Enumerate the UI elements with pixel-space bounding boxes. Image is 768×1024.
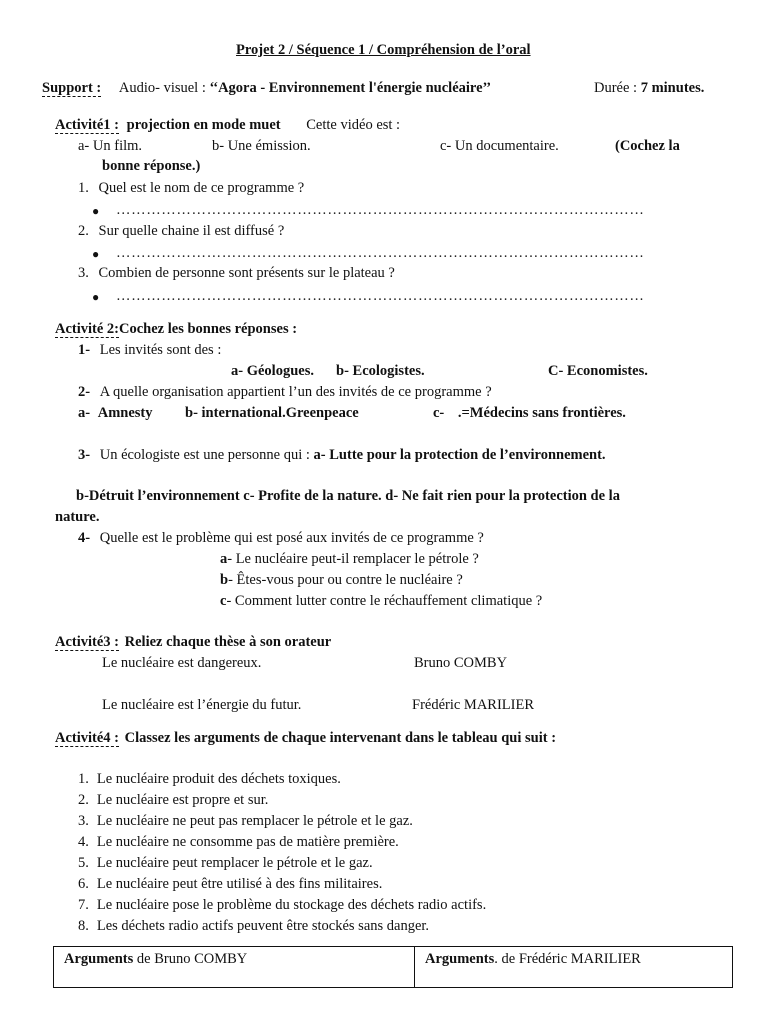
option-letter: c — [220, 593, 227, 609]
activite1-title: projection en mode muet — [126, 117, 281, 133]
question-text: Les invités sont des : — [99, 342, 222, 358]
question-text: Un écologiste est une personne qui : — [99, 447, 310, 463]
orateur-2[interactable]: Frédéric MARILIER — [412, 697, 535, 713]
question-number: 4- — [78, 530, 91, 546]
arguments-table — [53, 946, 733, 988]
activite2-label: Activité 2: — [55, 321, 120, 337]
activite4-label: Activité4 : — [55, 730, 120, 746]
a2-question-2 — [78, 384, 492, 401]
activite1-instruction-2: bonne réponse.) — [102, 158, 201, 174]
option-text: - Comment lutter contre le réchauffement climatique ? — [226, 593, 543, 609]
a2-q4-option-c[interactable] — [220, 593, 542, 610]
option-letter: a — [220, 551, 228, 567]
activite1-header — [55, 117, 400, 134]
question-text: Quel est le nom de ce programme ? — [98, 180, 305, 196]
argument-item: 5. Le nucléaire peut remplacer le pétrole et le gaz. — [78, 855, 373, 871]
table-header-bold: Arguments — [425, 951, 495, 967]
answer-line-1[interactable]: …………………………………………………………………………………………… — [116, 202, 645, 218]
activite3-title: Reliez chaque thèse à son orateur — [124, 634, 332, 650]
question-number: 2- — [78, 384, 91, 400]
argument-item: 4. Le nucléaire ne consomme pas de matière première. — [78, 834, 399, 850]
a2-q2-option-b[interactable]: b- international.Greenpeace — [185, 405, 359, 421]
option-letter: b — [220, 572, 229, 588]
a2-q1-option-a[interactable]: a- Géologues. — [231, 363, 314, 379]
question-text: Combien de personne sont présents sur le plateau ? — [98, 265, 395, 281]
argument-item: 1. Le nucléaire produit des déchets toxiques. — [78, 771, 341, 787]
a2-q4-option-b[interactable] — [220, 572, 463, 589]
activite1-intro: Cette vidéo est : — [306, 117, 401, 133]
question-number: 3. — [78, 265, 89, 281]
activite4-header — [55, 730, 556, 747]
a2-q2-option-a[interactable] — [78, 405, 153, 422]
a2-question-3 — [78, 447, 606, 464]
a2-q4-option-a[interactable] — [220, 551, 479, 568]
a2-q3-options-line-end: nature. — [55, 509, 100, 525]
option-text: Amnesty — [97, 405, 153, 421]
activite3-header — [55, 634, 331, 651]
a2-q3-option-a[interactable]: a- Lutte pour la protection de l’environnement. — [313, 447, 606, 463]
question-1 — [78, 180, 304, 197]
arguments-marilier-cell[interactable] — [415, 947, 733, 988]
table-header-bold: Arguments — [64, 951, 134, 967]
activite1-label: Activité1 : — [55, 117, 120, 133]
duration — [594, 80, 704, 97]
a2-q3-options-line[interactable]: b-Détruit l’environnement c- Profite de la nature. d- Ne fait rien pour la protection de la — [76, 488, 620, 504]
question-text: A quelle organisation appartient l’un des invités de ce programme ? — [99, 384, 492, 400]
bullet-icon: ● — [92, 247, 100, 261]
a2-q1-option-c[interactable]: C- Economistes. — [548, 363, 648, 379]
activite1-opt-c: c- Un documentaire. — [440, 138, 559, 154]
option-letter: c- — [433, 405, 445, 421]
option-text: .=Médecins sans frontières. — [457, 405, 626, 421]
argument-item: 8. Les déchets radio actifs peuvent être stockés sans danger. — [78, 918, 430, 934]
answer-line-2[interactable]: …………………………………………………………………………………………… — [116, 245, 645, 261]
orateur-1[interactable]: Bruno COMBY — [414, 655, 508, 671]
question-number: 1. — [78, 180, 89, 196]
activite1-instruction-1: (Cochez la — [615, 138, 680, 154]
support-name: ‘‘Agora - Environnement l'énergie nucléaire’’ — [209, 80, 492, 96]
duration-label: Durée : — [594, 80, 638, 96]
page-title: Projet 2 / Séquence 1 / Compréhension de l’oral — [236, 42, 531, 58]
a2-question-1 — [78, 342, 221, 359]
question-number: 1- — [78, 342, 91, 358]
question-number: 3- — [78, 447, 91, 463]
a2-q1-option-b[interactable]: b- Ecologistes. — [336, 363, 425, 379]
argument-item: 6. Le nucléaire peut être utilisé à des fins militaires. — [78, 876, 383, 892]
argument-item: 3. Le nucléaire ne peut pas remplacer le pétrole et le gaz. — [78, 813, 413, 829]
argument-item: 2. Le nucléaire est propre et sur. — [78, 792, 269, 808]
argument-item: 7. Le nucléaire pose le problème du stockage des déchets radio actifs. — [78, 897, 487, 913]
duration-value: 7 minutes. — [640, 80, 705, 96]
option-letter: a- — [78, 405, 91, 421]
arguments-comby-cell[interactable] — [54, 947, 415, 988]
question-text: Sur quelle chaine il est diffusé ? — [98, 223, 285, 239]
support-line — [42, 80, 491, 97]
these-1[interactable]: Le nucléaire est dangereux. — [102, 655, 262, 671]
these-2[interactable]: Le nucléaire est l’énergie du futur. — [102, 697, 302, 713]
question-text: Quelle est le problème qui est posé aux invités de ce programme ? — [99, 530, 484, 546]
activite1-opt-a: a- Un film. — [78, 138, 143, 154]
answer-line-3[interactable]: …………………………………………………………………………………………… — [116, 288, 645, 304]
activite4-title: Classez les arguments de chaque intervenant dans le tableau qui suit : — [124, 730, 557, 746]
option-text: - Êtes-vous pour ou contre le nucléaire ? — [228, 572, 463, 588]
bullet-icon: ● — [92, 204, 100, 218]
support-label: Support : — [42, 80, 102, 96]
question-number: 2. — [78, 223, 89, 239]
option-text: - Le nucléaire peut-il remplacer le pétrole ? — [227, 551, 479, 567]
activite2-header — [55, 321, 297, 338]
question-2 — [78, 223, 284, 240]
a2-q2-option-c[interactable] — [433, 405, 626, 422]
table-header-text: . de Frédéric MARILIER — [494, 951, 641, 967]
activite2-title: Cochez les bonnes réponses : — [119, 321, 298, 337]
table-header-text: de Bruno COMBY — [133, 951, 248, 967]
a2-question-4 — [78, 530, 484, 547]
activite3-label: Activité3 : — [55, 634, 120, 650]
support-type: Audio- visuel : — [118, 80, 206, 96]
bullet-icon: ● — [92, 290, 100, 304]
question-3 — [78, 265, 395, 282]
activite1-opt-b: b- Une émission. — [212, 138, 311, 154]
